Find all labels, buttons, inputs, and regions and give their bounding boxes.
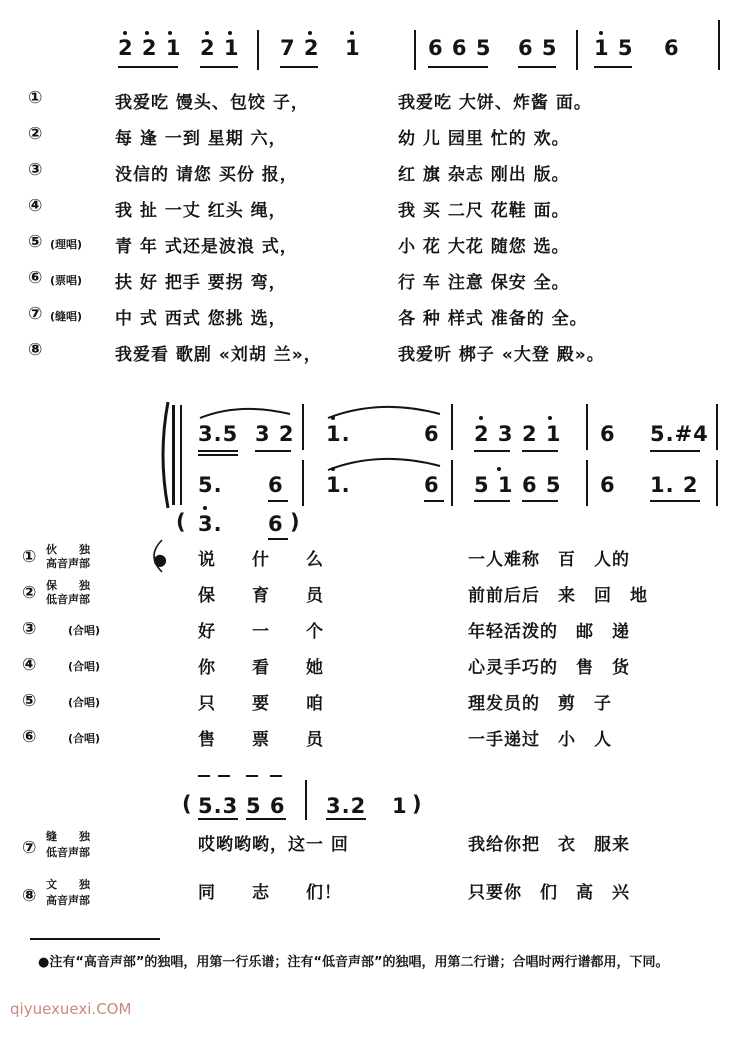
verse-lyric-2: 只要你 们 高 兴 xyxy=(468,883,630,903)
note-group: 6 6 5 xyxy=(428,36,492,60)
beam-underline xyxy=(246,818,286,820)
verse-marker: ② xyxy=(22,583,37,603)
note-group: 6 xyxy=(664,36,680,60)
note-group: 6 xyxy=(424,473,440,497)
verse-role: 低音声部 xyxy=(46,846,90,859)
note-group: 5.3 xyxy=(198,794,239,818)
verse-marker: ⑧ xyxy=(22,886,37,906)
note-group: 5 1 xyxy=(474,473,514,497)
beam-underline xyxy=(326,818,366,820)
note-group: 3.5 xyxy=(198,422,239,446)
watermark: qiyuexuexi.COM xyxy=(10,1000,132,1018)
verse-role: 高音声部 xyxy=(46,894,90,907)
verse-role: (合唱) xyxy=(68,660,101,673)
verse-lyric-1: 哎哟哟哟，这一 回 xyxy=(198,835,349,855)
dash-mark xyxy=(218,775,230,777)
note-group: 2 3 xyxy=(474,422,514,446)
verse-lyric-1: 我爱吃 馒头、包饺 子， xyxy=(115,93,309,113)
verse-role: 缝 独 xyxy=(46,830,90,843)
paren-open: ( xyxy=(182,792,193,816)
note-group: 1. xyxy=(326,473,351,497)
paren-close: ) xyxy=(290,510,301,534)
verse-lyric-1: 你 看 她 xyxy=(198,658,324,678)
verse-lyric-1: 扶 好 把手 要拐 弯， xyxy=(115,273,287,293)
verse-marker: ⑦ xyxy=(22,838,37,858)
note-group: 3.2 xyxy=(326,794,367,818)
bar-line xyxy=(305,780,307,820)
footnote-bullet-marker: ● xyxy=(153,550,167,569)
note-group: 6 xyxy=(268,512,284,536)
note-group: 1. 2 xyxy=(650,473,699,497)
verse-role: 高音声部 xyxy=(46,557,90,570)
verse-role: 低音声部 xyxy=(46,593,90,606)
verse-lyric-1: 没信的 请您 买份 报， xyxy=(115,165,298,185)
verse-lyric-2: 我爱吃 大饼、炸酱 面。 xyxy=(398,93,592,113)
verse-lyric-2: 一人难称 百 人的 xyxy=(468,550,630,570)
verse-lyric-1: 我爱看 歌剧 «刘胡 兰»， xyxy=(115,345,322,365)
note-group: 6 5 xyxy=(518,36,558,60)
note-group: 5. xyxy=(198,473,223,497)
beam-underline xyxy=(198,818,238,820)
note-group: 3. xyxy=(198,512,223,536)
note-group: 6 5 xyxy=(522,473,562,497)
verse-lyric-1: 只 要 咱 xyxy=(198,694,324,714)
verse-lyric-2: 前前后后 来 回 地 xyxy=(468,586,648,606)
note-group: 2 2 1 xyxy=(118,36,182,60)
verse-marker: ④ xyxy=(28,196,43,216)
verse-marker: ④ xyxy=(22,655,37,675)
note-group: 5 6 xyxy=(246,794,286,818)
verse-lyric-2: 年轻活泼的 邮 递 xyxy=(468,622,630,642)
dash-mark xyxy=(270,775,282,777)
note-group: 1 5 xyxy=(594,36,634,60)
verse-role: (理唱) xyxy=(50,238,83,251)
note-group: 1 xyxy=(392,794,408,818)
verse-role: (票唱) xyxy=(50,274,83,287)
verse-marker: ③ xyxy=(22,619,37,639)
verse-role: (缝唱) xyxy=(50,310,83,323)
verse-marker: ⑦ xyxy=(28,304,43,324)
verse-lyric-2: 幼 儿 园里 忙的 欢。 xyxy=(398,129,570,149)
verse-lyric-2: 理发员的 剪 子 xyxy=(468,694,612,714)
verse-lyric-1: 保 育 员 xyxy=(198,586,324,606)
verse-role: (合唱) xyxy=(68,732,101,745)
verse-lyric-1: 青 年 式还是波浪 式， xyxy=(115,237,298,257)
verse-marker: ⑤ xyxy=(28,232,43,252)
note-group: 6 xyxy=(600,473,616,497)
note-group: 6 xyxy=(268,473,284,497)
note-group: 6 xyxy=(600,422,616,446)
note-group: 2 1 xyxy=(522,422,562,446)
verse-lyric-2: 行 车 注意 保安 全。 xyxy=(398,273,570,293)
note-group: 3 2 xyxy=(255,422,295,446)
verse-marker: ③ xyxy=(28,160,43,180)
verse-lyric-2: 心灵手巧的 售 货 xyxy=(468,658,630,678)
verse-lyric-1: 说 什 么 xyxy=(198,550,324,570)
note-group: 1 xyxy=(345,36,361,60)
verse-marker: ⑧ xyxy=(28,340,43,360)
verse-lyric-2: 我 买 二尺 花鞋 面。 xyxy=(398,201,570,221)
verse-marker: ① xyxy=(22,547,37,567)
note-group: 7 2 xyxy=(280,36,320,60)
verse-role: (合唱) xyxy=(68,624,101,637)
verse-role: (合唱) xyxy=(68,696,101,709)
verse-lyric-1: 中 式 西式 您挑 选， xyxy=(115,309,287,329)
verse-lyric-1: 同 志 们！ xyxy=(198,883,342,903)
verse-lyric-2: 各 种 样式 准备的 全。 xyxy=(398,309,588,329)
paren-open: ( xyxy=(176,510,187,534)
verse-marker: ⑥ xyxy=(22,727,37,747)
verse-lyric-2: 小 花 大花 随您 选。 xyxy=(398,237,570,257)
verse-role: 伙 独 xyxy=(46,543,90,556)
dash-mark xyxy=(198,775,210,777)
verse-marker: ② xyxy=(28,124,43,144)
note-group: 1. xyxy=(326,422,351,446)
footnote-text: ●注有“高音声部”的独唱，用第一行乐谱；注有“低音声部”的独唱，用第二行谱；合唱时两行谱都用，下同。 xyxy=(38,955,669,970)
verse-lyric-2: 我给你把 衣 服来 xyxy=(468,835,630,855)
verse-marker: ⑥ xyxy=(28,268,43,288)
footnote-rule xyxy=(30,938,160,940)
verse-lyric-1: 我 扯 一丈 红头 绳， xyxy=(115,201,287,221)
verse-lyric-2: 一手递过 小 人 xyxy=(468,730,612,750)
verse-lyric-2: 红 旗 杂志 刚出 版。 xyxy=(398,165,570,185)
note-group: 6 xyxy=(424,422,440,446)
verse-lyric-1: 好 一 个 xyxy=(198,622,324,642)
verse-role: 文 独 xyxy=(46,878,90,891)
note-group: 5.#4 xyxy=(650,422,709,446)
verse-lyric-2: 我爱听 梆子 «大登 殿»。 xyxy=(398,345,605,365)
dash-mark xyxy=(246,775,258,777)
note-group: 2 1 xyxy=(200,36,240,60)
verse-marker: ⑤ xyxy=(22,691,37,711)
verse-lyric-1: 每 逢 一到 星期 六， xyxy=(115,129,287,149)
paren-close: ) xyxy=(412,792,423,816)
verse-role: 保 独 xyxy=(46,579,90,592)
verse-marker: ① xyxy=(28,88,43,108)
verse-lyric-1: 售 票 员 xyxy=(198,730,324,750)
